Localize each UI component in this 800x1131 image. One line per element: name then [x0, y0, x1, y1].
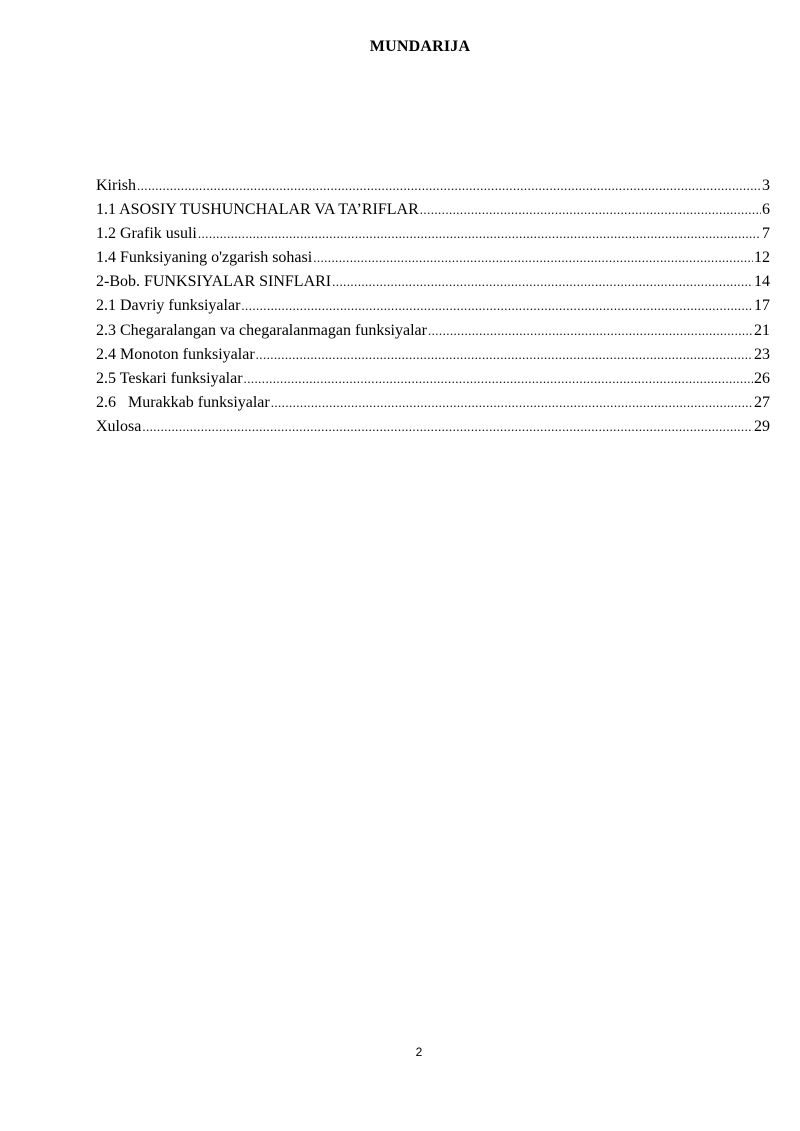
- toc-leader-dots: [271, 391, 753, 415]
- toc-entry-page: 6: [762, 201, 770, 219]
- toc-entry-page: 7: [762, 225, 770, 243]
- toc-entry-label: Xulosa: [96, 417, 142, 435]
- toc-entry-davriy-funksiyalar[interactable]: [96, 294, 770, 318]
- toc-entry-label: 1.2 Grafik usuli: [96, 225, 197, 243]
- toc-entry-monoton-funksiyalar[interactable]: [96, 343, 770, 367]
- toc-entry-kirish[interactable]: [96, 174, 770, 198]
- toc-entry-page: 3: [762, 177, 770, 194]
- toc-entry-label: 1.4 Funksiyaning o'zgarish sohasi: [96, 249, 313, 267]
- toc-leader-dots: [332, 270, 753, 294]
- toc-leader-dots: [142, 415, 753, 439]
- toc-entry-page: 23: [754, 345, 770, 363]
- toc-entry-funksiyalar-sinflari[interactable]: [96, 270, 770, 294]
- toc-entry-asosiy-tushunchalar[interactable]: [96, 198, 770, 222]
- toc-entry-chegaralangan-funksiyalar[interactable]: [96, 319, 770, 343]
- toc-leader-dots: [241, 294, 753, 318]
- toc-entry-grafik-usuli[interactable]: [96, 222, 770, 246]
- toc-entry-label: 2.5 Teskari funksiyalar: [96, 369, 243, 387]
- toc-entry-teskari-funksiyalar[interactable]: [96, 367, 770, 391]
- toc-entry-label: 2.6 Murakkab funksiyalar: [96, 393, 270, 411]
- toc-entry-page: 26: [754, 369, 770, 387]
- toc-leader-dots: [313, 246, 753, 270]
- toc-leader-dots: [420, 198, 761, 222]
- toc-entry-page: 12: [754, 249, 770, 267]
- toc-entry-page: 29: [754, 417, 770, 435]
- toc-entry-page: 17: [754, 297, 770, 315]
- toc-entry-label: 2.4 Monoton funksiyalar: [96, 345, 255, 363]
- toc-leader-dots: [428, 319, 753, 343]
- toc-entry-label: 2-Bob. FUNKSIYALAR SINFLARI: [96, 273, 332, 291]
- toc-entry-murakkab-funksiyalar[interactable]: [96, 391, 770, 415]
- toc-entry-label: Kirish: [96, 177, 136, 194]
- toc-entry-xulosa[interactable]: [96, 415, 770, 439]
- toc-entry-label: 2.1 Davriy funksiyalar: [96, 297, 241, 315]
- page-number: 2: [415, 1045, 423, 1059]
- table-of-contents: [96, 174, 770, 439]
- toc-entry-page: 14: [754, 273, 770, 291]
- toc-leader-dots: [137, 174, 761, 198]
- toc-leader-dots: [244, 367, 753, 391]
- toc-entry-page: 21: [754, 321, 770, 339]
- page-title: MUNDARIJA: [369, 38, 471, 55]
- toc-entry-page: 27: [754, 393, 770, 411]
- toc-entry-label: 1.1 ASOSIY TUSHUNCHALAR VA TA’RIFLAR: [96, 201, 419, 219]
- toc-leader-dots: [198, 222, 761, 246]
- toc-leader-dots: [256, 343, 753, 367]
- toc-entry-label: 2.3 Chegaralangan va chegaralanmagan funksiyalar: [96, 321, 427, 339]
- toc-entry-ozgarish-sohasi[interactable]: [96, 246, 770, 270]
